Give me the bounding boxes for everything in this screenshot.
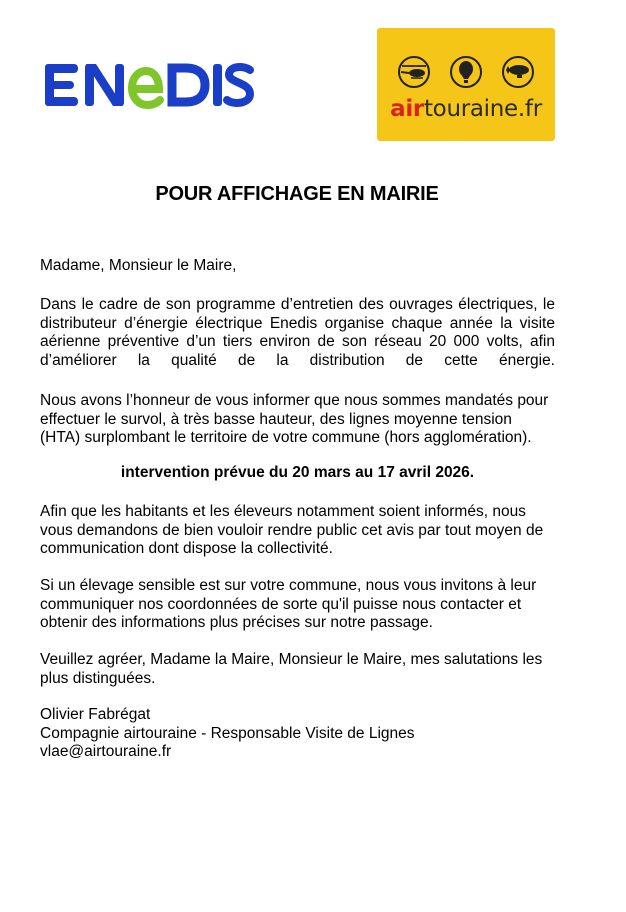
paragraph-line: d’améliorer la qualité de la distribution de cette énergie. <box>40 351 555 369</box>
paragraph-livestock <box>40 577 555 633</box>
paragraph-line: Veuillez agréer, Madame la Maire, Monsieur le Maire, mes salutations les <box>40 651 543 668</box>
paragraph-mandate <box>40 392 555 448</box>
paragraph-line: vous demandons de bien vouloir rendre public cet avis par tout moyen de <box>40 521 544 539</box>
airtouraine-wordmark <box>377 96 555 122</box>
paragraph-line: (HTA) surplombant le territoire de votre commune (hors agglomération). <box>40 429 532 446</box>
paragraph-publicity <box>40 503 555 559</box>
signature-name: Olivier Fabrégat <box>40 706 151 723</box>
signature-email: vlae@airtouraine.fr <box>40 743 172 760</box>
intervention-dates: intervention prévue du 20 mars au 17 avril 2026. <box>120 464 475 481</box>
paragraph-intro <box>40 296 555 370</box>
paragraph-line: Dans le cadre de son programme d’entretien des ouvrages électriques, le <box>40 296 555 313</box>
airtouraine-wordmark-prefix: air <box>390 96 424 122</box>
paragraph-line: effectuer le survol, à très basse hauteur, des lignes moyenne tension <box>40 410 512 428</box>
airtouraine-logo <box>377 28 555 141</box>
balloon-icon <box>451 57 481 87</box>
page-title: POUR AFFICHAGE EN MAIRIE <box>155 183 439 205</box>
airtouraine-wordmark-suffix: touraine.fr <box>423 96 542 122</box>
paragraph-line: Nous avons l’honneur de vous informer que nous sommes mandatés pour <box>40 392 549 409</box>
paragraph-line: aérienne préventive d’un tiers environ de son réseau 20 000 volts, afin <box>40 333 555 350</box>
helicopter-icon <box>399 57 429 87</box>
signature <box>40 706 555 762</box>
aircraft-icons <box>377 28 555 96</box>
paragraph-line: Si un élevage sensible est sur votre commune, nous vous invitons à leur <box>40 577 537 594</box>
paragraph-line: communiquer nos coordonnées de sorte qu'il puisse nous contacter et <box>40 595 522 613</box>
closing <box>40 651 555 688</box>
enedis-logo <box>45 50 255 120</box>
paragraph-line: obtenir des informations plus précises sur notre passage. <box>40 614 433 631</box>
salutation: Madame, Monsieur le Maire, <box>40 257 237 274</box>
airship-icon <box>503 57 533 87</box>
paragraph-line: distributeur d’énergie électrique Enedis organise chaque année la visite <box>40 314 555 332</box>
signature-role: Compagnie airtouraine - Responsable Visite de Lignes <box>40 724 415 742</box>
paragraph-line: plus distinguées. <box>40 669 156 687</box>
paragraph-line: communication dont dispose la collectivité. <box>40 540 333 557</box>
enedis-logo-graphic <box>45 50 255 120</box>
paragraph-line: Afin que les habitants et les éleveurs notamment soient informés, nous <box>40 503 526 520</box>
